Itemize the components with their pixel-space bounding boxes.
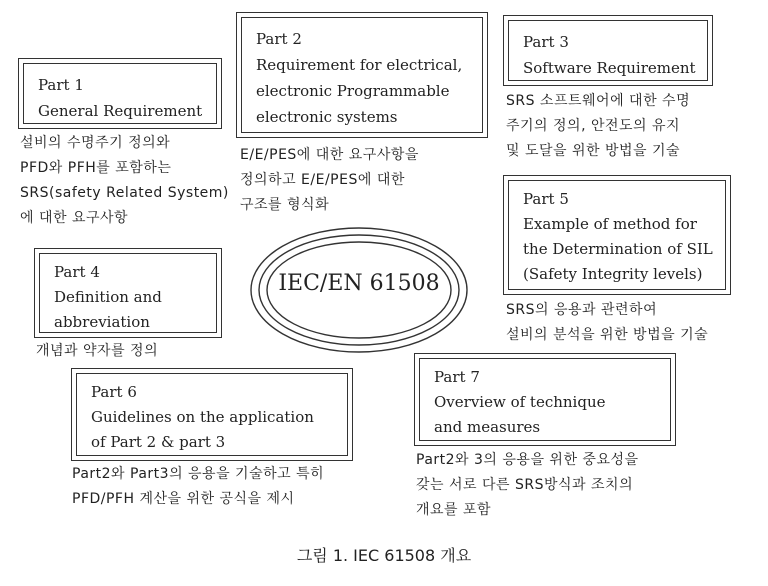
part1-description [20, 131, 229, 231]
part7-number: Part 7 [434, 368, 480, 386]
part2-inner-frame [241, 17, 483, 133]
part7-inner-frame [419, 358, 671, 441]
part4-title-line-1: Definition and [54, 288, 162, 306]
part4-description [36, 339, 158, 364]
part7-title-line-2: and measures [434, 418, 541, 436]
part3-description-line: 및 도달을 위한 방법을 기술 [506, 143, 681, 159]
part6-description-line: Part2와 Part3의 응용을 기술하고 특히 [72, 466, 325, 482]
part2-box [236, 12, 488, 138]
part5-title-line-2: the Determination of SIL [523, 240, 713, 258]
part7-description-line: 갖는 서로 다른 SRS방식과 조치의 [416, 477, 634, 493]
part6-inner-frame [76, 373, 348, 456]
part7-description [416, 448, 639, 523]
part4-inner-frame [39, 253, 217, 333]
part1-number: Part 1 [38, 76, 84, 94]
part3-number: Part 3 [523, 33, 569, 51]
part2-description-line: 정의하고 E/E/PES에 대한 [240, 172, 405, 188]
figure-caption: 그림 1. IEC 61508 개요 [296, 546, 472, 565]
part3-box [503, 15, 713, 86]
part4-number: Part 4 [54, 263, 100, 281]
part5-box [503, 175, 731, 295]
part1-description-line: 설비의 수명주기 정의와 [20, 135, 171, 151]
part7-description-line: Part2와 3의 응용을 위한 중요성을 [416, 452, 639, 468]
part5-title-line-3: (Safety Integrity levels) [523, 265, 703, 283]
part1-description-line: SRS(safety Related System) [20, 185, 229, 201]
part7-description-line: 개요를 포함 [416, 502, 492, 518]
center-title: IEC/EN 61508 [278, 271, 440, 296]
part3-inner-frame [508, 20, 708, 81]
part7-box [414, 353, 676, 446]
part2-description [240, 143, 419, 218]
part6-box [71, 368, 353, 461]
part6-title-line-1: Guidelines on the application [91, 408, 314, 426]
part3-description-line: SRS 소프트웨어에 대한 수명 [506, 93, 691, 109]
part2-title-line-2: electronic Programmable [256, 82, 450, 100]
part5-description-line: 설비의 분석을 위한 방법을 기술 [506, 327, 709, 343]
part5-title-line-1: Example of method for [523, 215, 697, 233]
part1-description-line: PFD와 PFH를 포함하는 [20, 160, 172, 176]
part4-description-line: 개념과 약자를 정의 [36, 343, 159, 359]
part3-title: Software Requirement [523, 59, 696, 77]
part2-title-line-3: electronic systems [256, 108, 398, 126]
part2-description-line: E/E/PES에 대한 요구사항을 [240, 147, 419, 163]
part5-inner-frame [508, 180, 726, 290]
part6-description [72, 462, 324, 512]
part1-inner-frame [23, 63, 217, 124]
part3-description [506, 89, 690, 164]
part2-number: Part 2 [256, 30, 302, 48]
part6-number: Part 6 [91, 383, 137, 401]
part5-number: Part 5 [523, 190, 569, 208]
part6-description-line: PFD/PFH 계산을 위한 공식을 제시 [72, 491, 295, 507]
part4-title-line-2: abbreviation [54, 313, 150, 331]
part5-description-line: SRS의 응용과 관련하여 [506, 302, 658, 318]
part7-title-line-1: Overview of technique [434, 393, 606, 411]
part2-title-line-1: Requirement for electrical, [256, 56, 463, 74]
part5-description [506, 298, 708, 348]
part3-description-line: 주기의 정의, 안전도의 유지 [506, 118, 681, 134]
part1-title: General Requirement [38, 102, 203, 120]
part4-box [34, 248, 222, 338]
part1-description-line: 에 대한 요구사항 [20, 210, 129, 226]
part1-box [18, 58, 222, 129]
part2-description-line: 구조를 형식화 [240, 197, 330, 213]
part6-title-line-2: of Part 2 & part 3 [91, 433, 226, 451]
